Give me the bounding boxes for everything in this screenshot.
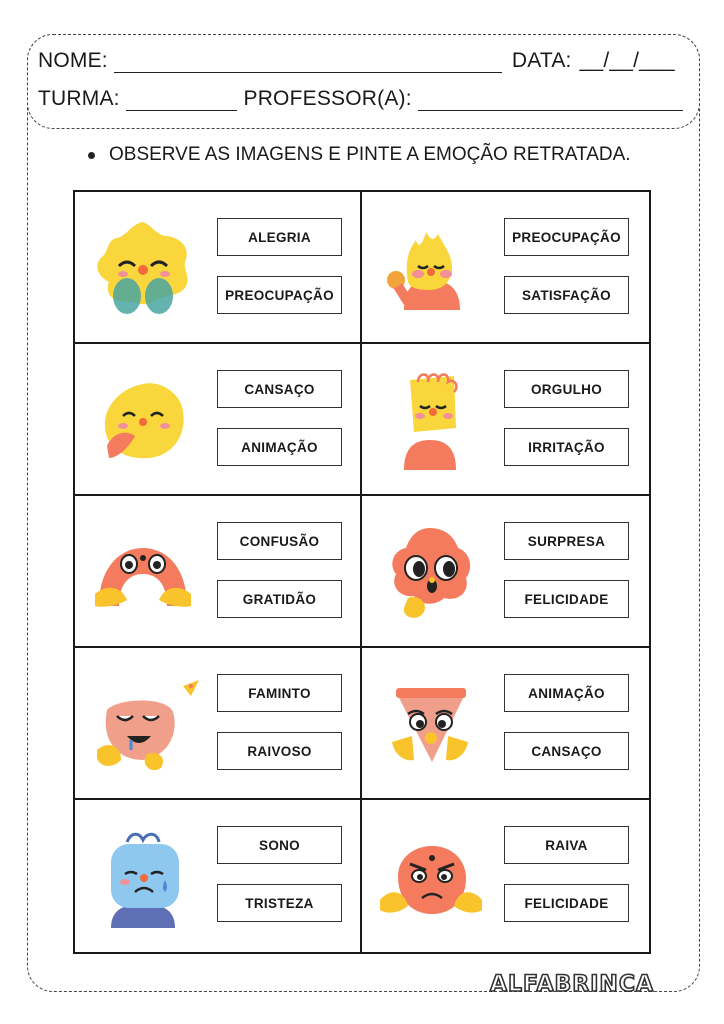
emotion-option-button[interactable]: PREOCUPAÇÃO — [217, 276, 342, 314]
emotion-option-button[interactable]: CONFUSÃO — [217, 522, 342, 560]
emotion-card — [75, 496, 362, 648]
bullet-icon — [88, 152, 95, 159]
name-input-line[interactable] — [114, 52, 502, 73]
emotion-card — [362, 344, 649, 496]
emotion-card — [362, 496, 649, 648]
blue-crying-icon — [87, 818, 199, 930]
teacher-input-line[interactable] — [418, 90, 683, 111]
teacher-label: PROFESSOR(A): — [243, 87, 412, 110]
emotion-card — [75, 648, 362, 800]
pizza-slice-icon — [374, 666, 486, 778]
orange-arch-icon — [87, 514, 199, 626]
yellow-square-curly-hair-icon — [374, 362, 486, 474]
instruction — [88, 144, 631, 166]
emotion-option-button[interactable]: CANSAÇO — [504, 732, 629, 770]
emotion-grid — [73, 190, 651, 954]
emotion-option-button[interactable]: SURPRESA — [504, 522, 629, 560]
emotion-option-button[interactable]: FELICIDADE — [504, 580, 629, 618]
emotion-option-button[interactable]: FAMINTO — [217, 674, 342, 712]
emotion-card — [362, 648, 649, 800]
name-label: NOME: — [38, 49, 108, 72]
red-angry-icon — [374, 818, 486, 930]
yellow-blob-tongue-icon — [87, 362, 199, 474]
emotion-card — [362, 192, 649, 344]
emotion-option-button[interactable]: ANIMAÇÃO — [217, 428, 342, 466]
date-input-blank[interactable]: __/__/___ — [579, 49, 675, 72]
pink-hungry-pizza-icon — [87, 666, 199, 778]
student-info-header — [27, 34, 700, 129]
brand-logo: ALFABRINCA — [489, 972, 654, 997]
emotion-option-button[interactable]: FELICIDADE — [504, 884, 629, 922]
emotion-card — [75, 800, 362, 952]
instruction-text: OBSERVE AS IMAGENS E PINTE A EMOÇÃO RETRATADA. — [109, 144, 631, 165]
class-label: TURMA: — [38, 87, 120, 110]
emotion-option-button[interactable]: PREOCUPAÇÃO — [504, 218, 629, 256]
emotion-option-button[interactable]: IRRITAÇÃO — [504, 428, 629, 466]
emotion-option-button[interactable]: RAIVA — [504, 826, 629, 864]
emotion-card — [362, 800, 649, 952]
emotion-option-button[interactable]: SONO — [217, 826, 342, 864]
yellow-star-blob-icon — [87, 210, 199, 322]
emotion-option-button[interactable]: ANIMAÇÃO — [504, 674, 629, 712]
emotion-option-button[interactable]: RAIVOSO — [217, 732, 342, 770]
emotion-option-button[interactable]: ALEGRIA — [217, 218, 342, 256]
emotion-option-button[interactable]: TRISTEZA — [217, 884, 342, 922]
emotion-option-button[interactable]: CANSAÇO — [217, 370, 342, 408]
emotion-card — [75, 344, 362, 496]
emotion-option-button[interactable]: ORGULHO — [504, 370, 629, 408]
class-input-line[interactable] — [126, 90, 238, 111]
date-label: DATA: — [511, 49, 572, 72]
yellow-flame-waving-icon — [374, 210, 486, 322]
coral-blob-surprised-icon — [374, 514, 486, 626]
emotion-option-button[interactable]: SATISFAÇÃO — [504, 276, 629, 314]
emotion-card — [75, 192, 362, 344]
emotion-option-button[interactable]: GRATIDÃO — [217, 580, 342, 618]
